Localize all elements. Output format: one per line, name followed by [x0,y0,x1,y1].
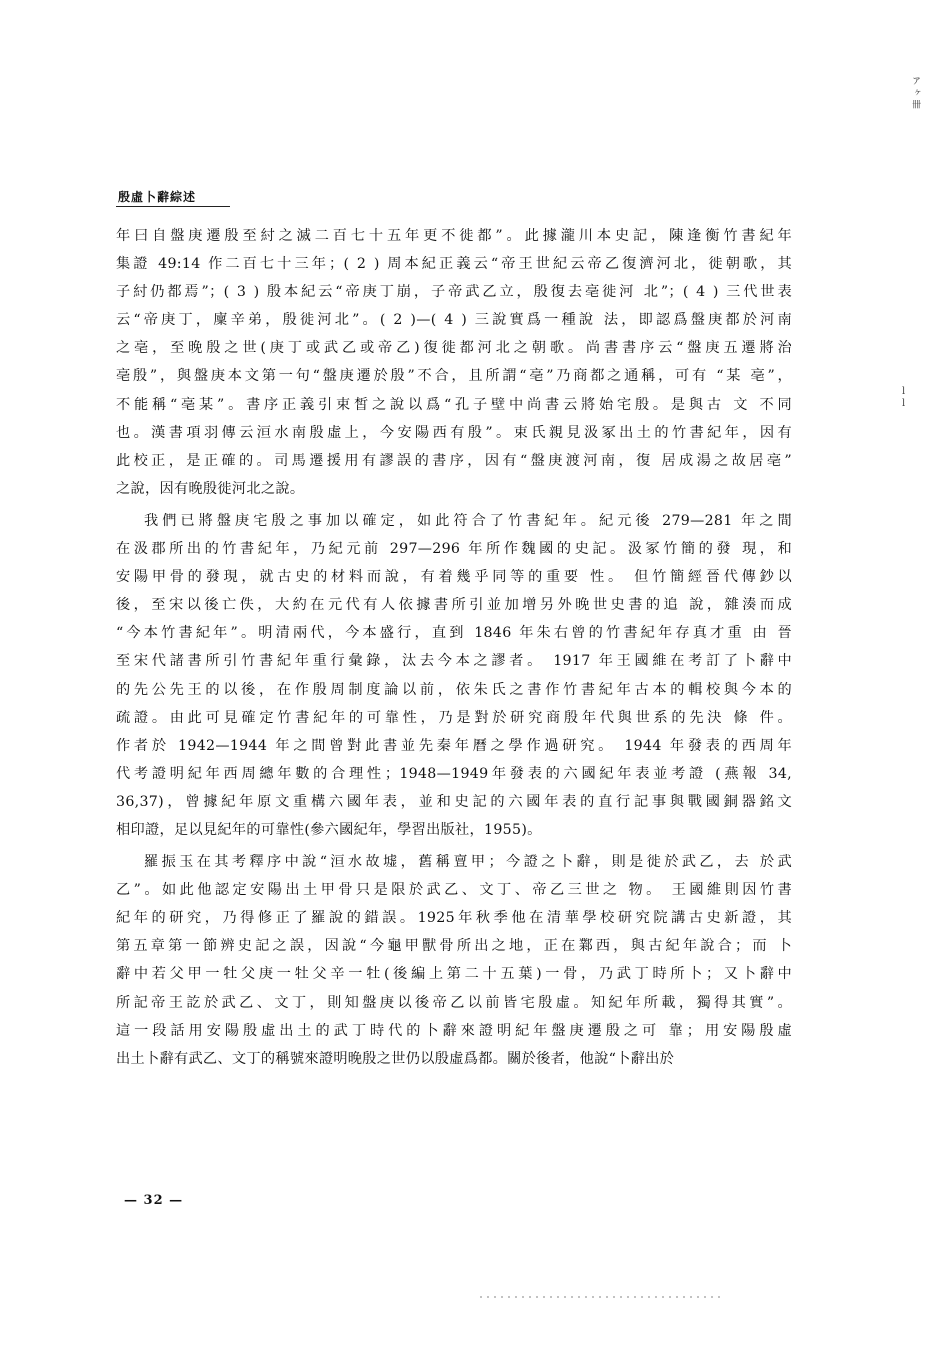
text-line: 乙”。如此他認定安陽出土甲骨只是限於武乙、文丁、帝乙三世之 物。 王國維則因竹書 [116,882,792,899]
text-line: 此校正，是正確的。司馬遷援用有謬誤的書序，因有“盤庚渡河南，復 居成湯之故居亳” [116,452,792,469]
text-line: 集證 49:14 作二百七十三年；( 2 ) 周本紀正義云“帝王世紀云帝乙復濟河北，徙朝歌，其 [116,256,792,273]
text-line: 作者於 1942—1944 年之間曾對此書並先秦年曆之學作過研究。 1944 年發表的西周年 [116,737,792,754]
text-line: 不能稱“亳某”。書序正義引束皙之說以爲“孔子壁中尚書云將始宅殷。是與古 文 不同 [116,396,792,413]
page-number: — 32 — [124,1193,184,1208]
text-line: 子紂仍都焉”；( 3 ) 殷本紀云“帝庚丁崩，子帝武乙立，殷復去亳徙河 北”；( 4 ) 三代世表 [116,284,792,301]
text-line: 也。漢書項羽傳云洹水南殷虛上，今安陽西有殷”。束氏親見汲冢出土的竹書紀年，因有 [116,424,792,441]
text-line: 之說，因有晚殷徙河北之說。 [116,480,305,497]
text-line: 第五章第一節辨史記之誤，因說“今龜甲獸骨所出之地，正在鄴西，與古紀年說合；而 卜 [116,938,792,955]
text-line: 紀年的研究，乃得修正了羅說的錯誤。1925年秋季他在清華學校研究院講古史新證，其 [116,910,792,927]
paragraph [116,222,792,503]
text-line: 代考證明紀年西周總年數的合理性；1948—1949年發表的六國紀年表並考證 (燕報 34, [116,765,792,782]
text-line: 這一段話用安陽殷虛出土的武丁時代的卜辭來證明紀年盤庚遷殷之可 靠；用安陽殷虛 [116,1022,792,1039]
running-header: 殷虛卜辭綜述 [118,190,197,204]
text-line: 後，至宋以後亡佚，大約在元代有人依據書所引並加增另外晚世史書的追 說，雜湊而成 [116,597,792,614]
margin-mark: ア ヶ 卌 [910,76,920,109]
text-line: 辭中若父甲一牡父庚一牡父辛一牡(後編上第二十五葉)一骨，乃武丁時所卜；又卜辭中 [116,966,792,983]
body-text [116,222,792,1077]
text-line: 亳殷”，與盤庚本文第一句“盤庚遷於殷”不合，且所謂“亳”乃商都之通稱，可有 “某 亳”， [116,368,792,385]
text-line: 在汲郡所出的竹書紀年，乃紀元前 297—296 年所作魏國的史記。汲冢竹簡的發 現，和 [116,541,792,558]
text-line: 至宋代諸書所引竹書紀年重行彙錄，汰去今本之謬者。 1917 年王國維在考訂了卜辭中 [116,653,792,670]
text-line: 安陽甲骨的發現，就古史的材料而說，有着幾乎同等的重要 性。 但竹簡經晉代傳鈔以 [116,569,792,586]
text-line: 出土卜辭有武乙、文丁的稱號來證明晚殷之世仍以殷虛爲都。關於後者，他說“卜辭出於 [116,1050,675,1067]
paragraph [116,848,792,1073]
text-line: 之亳，至晚殷之世(庚丁或武乙或帝乙)復徙都河北之朝歌。尚書書序云“盤庚五遷將治 [116,340,792,357]
text-line: 的先公先王的以後，在作殷周制度論以前，依朱氏之書作竹書紀年古本的輯校與今本的 [116,681,792,698]
text-line: 相印證，足以見紀年的可靠性(參六國紀年，學習出版社，1955)。 [116,821,542,838]
paragraph [116,507,792,844]
text-line: 疏證。由此可見確定竹書紀年的可靠性，乃是對於研究商殷年代與世系的先決 條 件。 [116,709,792,726]
text-line: 羅振玉在其考釋序中說“洹水故墟，舊稱亶甲；今證之卜辭，則是徙於武乙，去 於武 [144,854,792,871]
text-line: 我們已將盤庚宅殷之事加以確定，如此符合了竹書紀年。紀元後 279—281 年之間 [144,512,792,529]
margin-ticks: l l [902,386,906,409]
text-line: “今本竹書紀年”。明清兩代，今本盛行，直到 1846 年朱右曾的竹書紀年存真才重 由 晉 [116,625,792,642]
text-line: 云“帝庚丁，廩辛弟，殷徙河北”。( 2 )—( 4 ) 三說實爲一種說 法，即認爲盤庚都於河南 [116,312,792,329]
text-line: 年曰自盤庚遷殷至紂之滅二百七十五年更不徙都”。此據瀧川本史記，陳逢衡竹書紀年 [116,228,792,244]
text-line: 所記帝王訖於武乙、文丁，則知盤庚以後帝乙以前皆宅殷虛。知紀年所載，獨得其實”。 [116,994,792,1011]
header-rule [116,206,230,207]
scan-artifact [480,1296,720,1298]
text-line: 36,37)，曾據紀年原文重構六國年表，並和史記的六國年表的直行記事與戰國銅器銘文 [116,793,792,810]
